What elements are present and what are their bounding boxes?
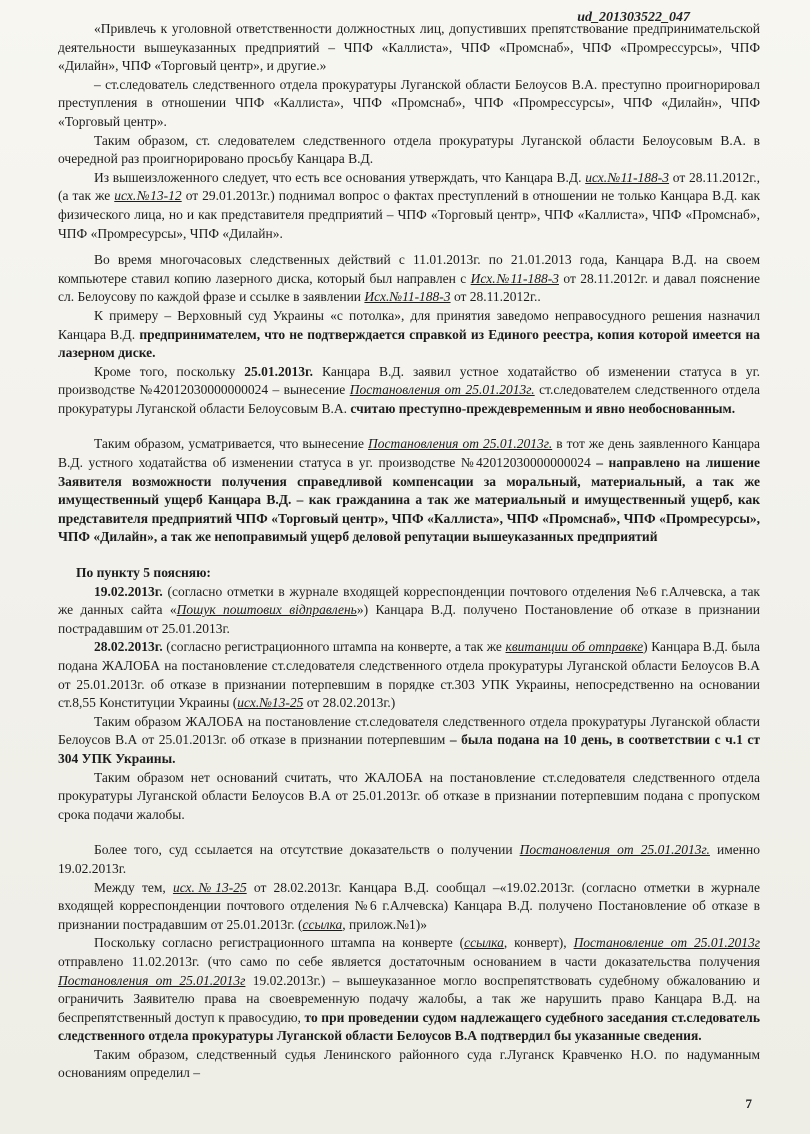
document-link[interactable]: Исх.№11-188-3 — [470, 270, 559, 286]
paragraph-quote: «Привлечь к уголовной ответственности должностных лиц, допустивших препятствование предпринимательской деятельности вышеуказанных предприятий – ЧПФ «Каллиста», ЧПФ «Промснаб», ЧПФ «Промрессурсы», ЧПФ «Дилайн», ЧПФ «Торговый центр», и другие.» — [58, 21, 760, 74]
document-reference-code: ud_201303522_047 — [577, 10, 690, 25]
text-span: Таким образом, усматривается, что вынесение — [94, 436, 368, 452]
text-span: ) Канцара В.Д. была подана ЖАЛОБА на постановление ст.следователя следственного отдела прокуратуры Луганской области Белоусов В.А от 25.01.2013г. об отказе в признании потерпевшим в порядке ст.303 УПК Украины, непосредственно на основании ст.8,55 Конституции Украины ( — [58, 639, 760, 711]
document-link[interactable]: Постановление от 25.01.2013г — [573, 935, 760, 951]
text-span: Между тем, — [94, 879, 173, 895]
document-body — [58, 20, 760, 1083]
text-span: ст.следователем следственного отдела прокуратуры Луганской области Белоусовым В.А. — [58, 382, 760, 416]
text-span: Поскольку согласно регистрационного штампа на конверте ( — [94, 935, 465, 951]
paragraph — [58, 307, 760, 363]
text-span: (согласно отметки в журнале входящей корреспонденции почтового отделения №6 г.Алчевска, а так же данных сайта « — [58, 583, 760, 618]
paragraph: – ст.следователь следственного отдела прокуратуры Луганской области Белоусов В.А. преступно проигнорировал преступления в отношении ЧПФ «Каллиста», ЧПФ «Промснаб», ЧПФ «Промрессурсы», ЧПФ «Дилайн», ЧПФ «Торговый центр». — [58, 76, 760, 129]
document-link[interactable]: Постановления от 25.01.2013г — [58, 972, 246, 988]
text-span: Таким образом ЖАЛОБА на постановление ст.следователя следственного отдела прокуратуры Луганской области Белоусов В.А от 25.01.2013г. об отказе в признании потерпевшим — [58, 713, 760, 748]
paragraph: Таким образом, ст. следователем следственного отдела прокуратуры Луганской области Белоусовым В.А. в очередной раз проигнорировано просьбу Канцара В.Д. — [58, 132, 760, 167]
document-link[interactable]: ссылка — [302, 916, 343, 932]
text-span: 19.02.2013г.) – вышеуказанное могло воспрепятствовать судебному обжалованию и ограничить Заявителю права на своевременную подачу жалобы, а так же нарушить право Канцара В.Д. на беспрепятственный доступ к правосудию, — [58, 972, 761, 1025]
paragraph: Таким образом, следственный судья Ленинского районного суда г.Луганск Кравченко Н.О. по надуманным основаниям определил – — [58, 1046, 760, 1081]
text-span: , конверт), — [503, 935, 574, 951]
paragraph: Таким образом нет оснований считать, что ЖАЛОБА на постановление ст.следователя следственного отдела прокуратуры Луганской области Белоусов В.А от 25.01.2013г. об отказе в признании потерпевшим подана с пропуском срока подачи жалобы. — [58, 769, 760, 822]
section-heading: По пункту 5 поясняю: — [76, 565, 211, 581]
paragraph — [58, 879, 760, 935]
page-number: 7 — [745, 1096, 752, 1111]
paragraph — [58, 713, 760, 769]
bold-date: 28.02.2013г. — [94, 639, 163, 655]
document-link[interactable]: Постановления от 25.01.2013г. — [368, 436, 553, 452]
document-link[interactable]: квитанции об отправке — [505, 639, 644, 655]
bold-text: предпринимателем, что не подтверждается справкой из Единого реестра, копия которой имеется на лазерном диске. — [58, 326, 761, 361]
text-span: от 28.02.2013г.) — [303, 695, 396, 711]
text-span: Во время многочасовых следственных действий с 11.01.2013г. по 21.01.2013 года, Канцара В.Д. на своем компьютере ставил копию лазерного диска, который был направлен с — [58, 252, 760, 286]
text-span: отправлено 11.02.2013г. (что само по себе является достаточным основанием в части доказательства получения — [58, 953, 760, 969]
text-span: Кроме того, поскольку — [94, 363, 245, 379]
text-span: К примеру – Верховный суд Украины «с потолка», для принятия заведомо неправосудного решения назначил Канцара В.Д. — [58, 307, 760, 342]
text-span: от 28.11.2012г., (а так же — [58, 169, 760, 204]
paragraph — [58, 638, 760, 712]
paragraph — [58, 583, 760, 639]
paragraph — [58, 363, 760, 419]
text-span: (согласно регистрационного штампа на конверте, а так же — [162, 639, 506, 655]
document-link[interactable]: Исх.№11-188-3 — [364, 289, 451, 305]
document-link[interactable]: Постановления от 25.01.2013г. — [349, 382, 535, 398]
document-link[interactable]: ссылка — [464, 935, 504, 951]
bold-text: – была подана на 10 день, в соответствии с ч.1 ст 304 УПК Украины. — [58, 732, 760, 766]
paragraph — [58, 841, 760, 878]
document-link[interactable]: исх.№13-25 — [237, 695, 304, 711]
document-link[interactable]: исх.№13-25 — [172, 879, 247, 895]
document-link[interactable]: исх.№11-188-3 — [585, 169, 670, 185]
document-link[interactable]: Пошук поштових відправлень — [176, 602, 357, 618]
text-span: ») Канцара В.Д. получено Постановление об отказе в признании пострадавшим от 25.01.2013г. — [58, 602, 760, 636]
paragraph — [58, 169, 760, 243]
text-span: , прилож.№1)» — [342, 916, 427, 932]
bold-text: – направлено на лишение Заявителя возможности получения справедливой компенсации за моральный, материальный, а так же имущественный ущерб Канцара В.Д. – как гражданина а так же материальный и имущественный ущерб, как представителя предприятий ЧПФ «Торговый центр», ЧПФ «Каллиста», ЧПФ «Промснаб», ЧПФ «Промресурсы», ЧПФ «Дилайн», а так же непоправимый ущерб деловой репутации вышеуказанных предприятий — [58, 455, 760, 545]
text-span: Канцара В.Д. заявил устное ходатайство об изменении статуса в уг. производстве №42012030000000024 – вынесение — [58, 363, 761, 398]
text-span: от 29.01.2013г.) поднимал вопрос о фактах преступлений в отношении не только Канцара В.Д. как физического лица, но и как представителя предприятий – ЧПФ «Торговый центр», ЧПФ «Каллиста», ЧПФ «Промснаб», ЧПФ «Промресурсы», ЧПФ «Дилайн». — [58, 188, 760, 241]
text-span: именно 19.02.2013г. — [58, 842, 760, 876]
text-span: в тот же день заявленного Канцара В.Д. устного ходатайства об изменении статуса в уг. производстве №42012030000000024 — [58, 436, 760, 471]
bold-text: считаю преступно-преждевременным и явно необоснованным. — [350, 400, 736, 416]
text-span: Из вышеизложенного следует, что есть все основания утверждать, что Канцара В.Д. — [94, 169, 586, 185]
paragraph — [58, 251, 760, 307]
document-link[interactable]: исх.№13-12 — [114, 188, 182, 204]
bold-date: 19.02.2013г. — [94, 583, 163, 599]
bold-date: 25.01.2013г. — [244, 363, 314, 379]
text-span: от 28.11.2012г. и давал пояснение сл. Белоусову по каждой фразе и ссылке в заявлении — [58, 270, 760, 305]
text-span: от 28.02.2013г. Канцара В.Д. сообщал –«19.02.2013г. (согласно отметки в журнале входящей корреспонденции почтового отделения №6 г.Алчевска) Канцара В.Д. получено Постановление об отказе в признании пострадавшим от 25.01.2013г. ( — [58, 879, 761, 932]
text-span: от 28.11.2012г.. — [450, 289, 541, 305]
document-link[interactable]: Постановления от 25.01.2013г. — [519, 842, 710, 858]
paragraph — [58, 934, 760, 1046]
paragraph — [58, 435, 760, 547]
text-span: Более того, суд ссылается на отсутствие доказательств о получении — [94, 842, 520, 858]
bold-text: то при проведении судом надлежащего судебного заседания ст.следователь следственного отдела прокуратуры Луганской области Белоусов В.А подтвердил бы указанные сведения. — [58, 1009, 760, 1044]
